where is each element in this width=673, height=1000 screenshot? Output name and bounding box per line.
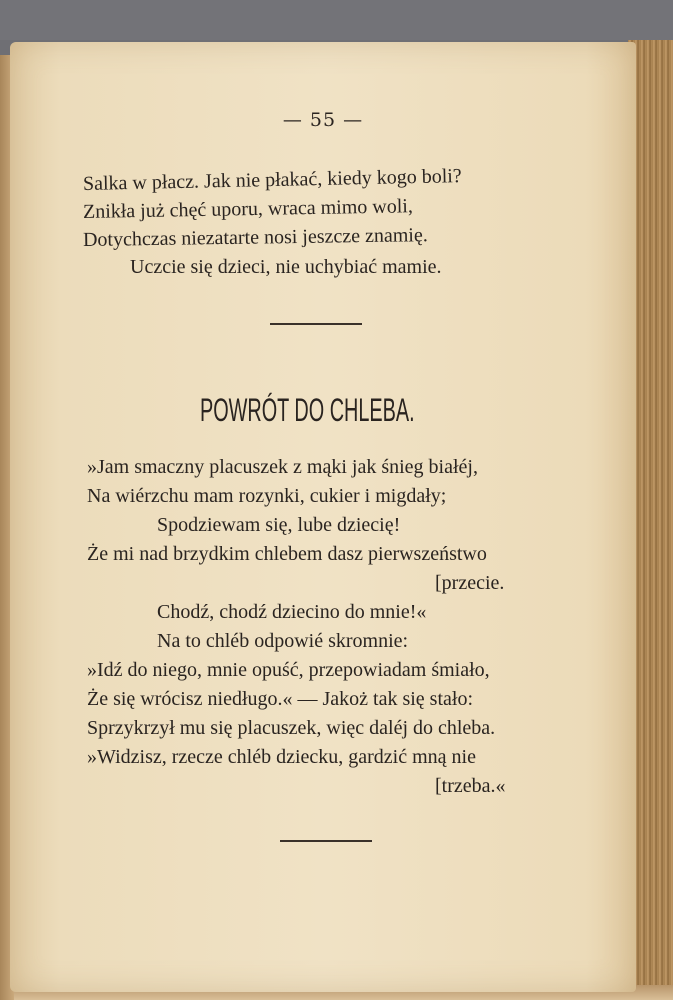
poem-title: POWRÓT DO CHLEBA.: [200, 392, 415, 428]
section-divider: [270, 323, 362, 325]
poem-line: »Jam smaczny placuszek z mąki jak śnieg białéj,: [87, 456, 478, 478]
poem-line: Na to chléb odpowié skromnie:: [157, 630, 409, 652]
poem-line: Chodź, chodź dziecino do mnie!«: [157, 601, 427, 623]
poem-line: Spodziewam się, lube dziecię!: [157, 514, 401, 536]
poem-line: Że się wrócisz niedługo.« — Jakoż tak się stało:: [87, 688, 474, 710]
poem-line: Że mi nad brzydkim chlebem dasz pierwszeństwo: [87, 543, 487, 565]
poem-line: Na wiérzchu mam rozynki, cukier i migdały;: [87, 485, 447, 507]
poem-line-continuation: [trzeba.«: [435, 775, 506, 797]
book-page: [10, 42, 636, 992]
poem-line: »Widzisz, rzecze chléb dziecku, gardzić mną nie: [87, 746, 476, 768]
page-number: — 55 —: [282, 109, 364, 131]
section-divider: [280, 840, 372, 842]
poem-line-continuation: [przecie.: [435, 572, 505, 594]
stanza-line: Uczcie się dzieci, nie uchybiać mamie.: [130, 256, 442, 278]
poem-line: »Idź do niego, mnie opuść, przepowiadam śmiało,: [87, 659, 490, 681]
stanza-line: Znikła już chęć uporu, wraca mimo woli,: [82, 195, 414, 223]
stanza-line: Dotychczas niezatarte nosi jeszcze znamię.: [82, 224, 428, 251]
stanza-line: Salka w płacz. Jak nie płakać, kiedy kogo boli?: [82, 165, 462, 195]
scan-background: [0, 0, 673, 40]
poem-line: Sprzykrzył mu się placuszek, więc daléj do chleba.: [87, 717, 496, 739]
